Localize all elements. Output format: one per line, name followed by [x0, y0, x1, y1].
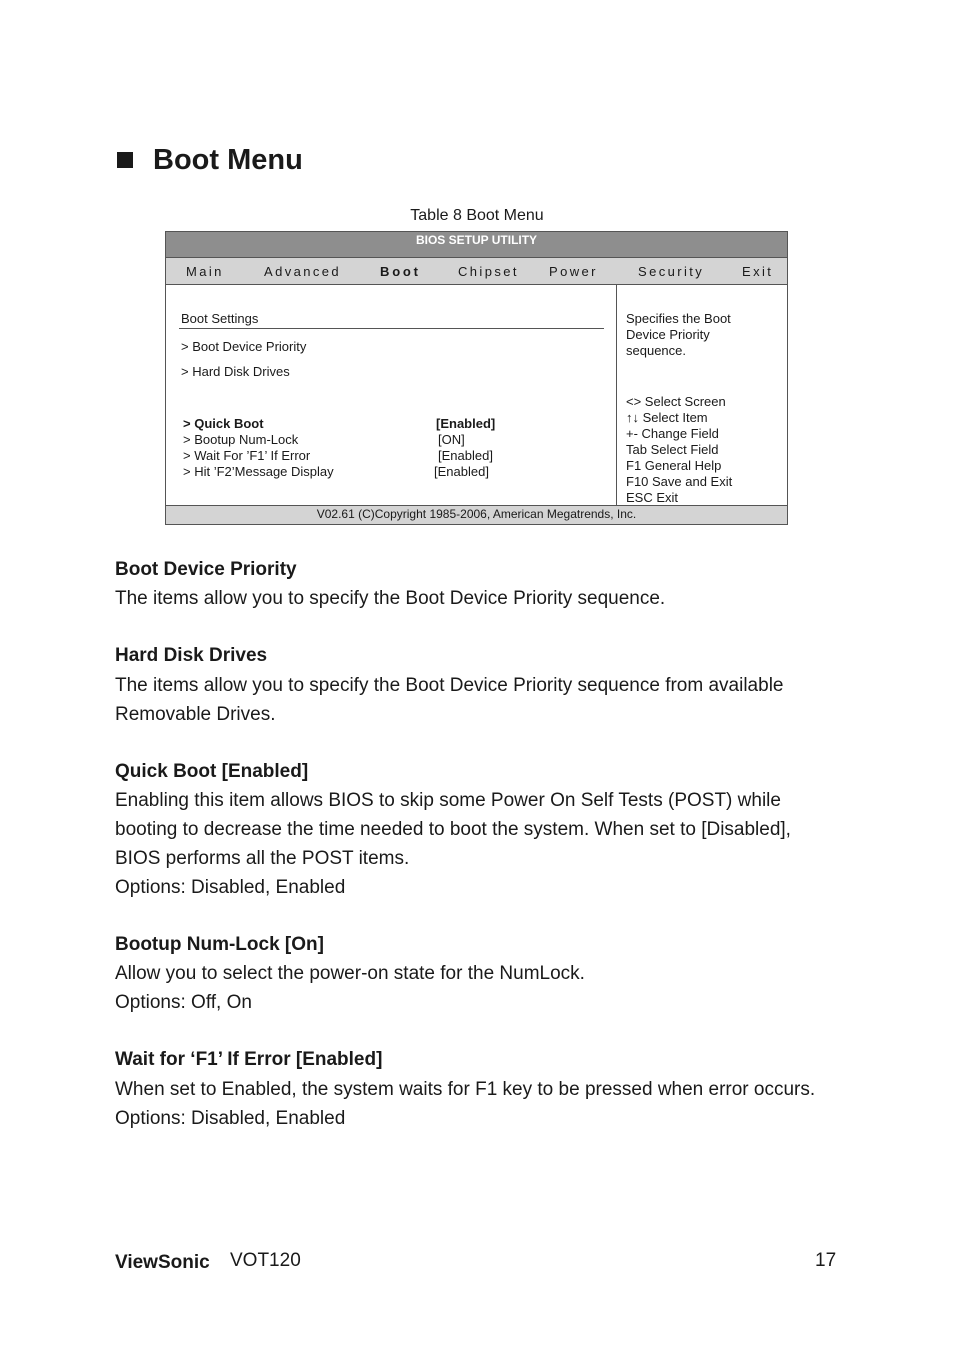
setting-value-bootup-num-lock[interactable]: [ON] [438, 432, 465, 447]
setting-label-wait-f1[interactable]: > Wait For ’F1’ If Error [183, 448, 311, 463]
section-text: Options: Off, On [115, 992, 252, 1013]
page-title: Boot Menu [153, 143, 303, 176]
help-line: Specifies the Boot [626, 311, 731, 326]
section-heading: Quick Boot [Enabled] [115, 761, 309, 782]
bios-setup-screen [165, 231, 788, 525]
boot-settings-title: Boot Settings [181, 311, 259, 326]
key-hint: Tab Select Field [626, 442, 719, 457]
bios-copyright-bar: V02.61 (C)Copyright 1985-2006, American Megatrends, Inc. [166, 505, 787, 524]
setting-label-bootup-num-lock[interactable]: > Bootup Num-Lock [183, 432, 299, 447]
bios-title-bar: BIOS SETUP UTILITY [166, 232, 787, 258]
setting-value-quick-boot[interactable]: [Enabled] [436, 416, 496, 431]
key-hint: ESC Exit [626, 490, 679, 505]
key-hint: +- Change Field [626, 426, 719, 441]
menu-tab-boot[interactable]: Boot [380, 264, 421, 279]
section-text: Allow you to select the power-on state for the NumLock. [115, 963, 585, 984]
section-text: Options: Disabled, Enabled [115, 1108, 346, 1129]
section-heading: Bootup Num-Lock [On] [115, 934, 324, 955]
section-text: When set to Enabled, the system waits for F1 key to be pressed when error occurs. [115, 1079, 816, 1100]
menu-tab-main[interactable]: Main [186, 264, 224, 279]
help-line: sequence. [626, 343, 686, 358]
setting-value-hit-f2[interactable]: [Enabled] [434, 464, 489, 479]
section-text: Enabling this item allows BIOS to skip some Power On Self Tests (POST) while [115, 790, 781, 811]
setting-label-hit-f2[interactable]: > Hit ’F2’Message Display [183, 464, 334, 479]
help-line: Device Priority [626, 327, 710, 342]
submenu-hard-disk-drives[interactable]: > Hard Disk Drives [181, 364, 290, 379]
section-heading: Hard Disk Drives [115, 645, 268, 666]
menu-tab-security[interactable]: Security [638, 264, 705, 279]
section-text: Options: Disabled, Enabled [115, 877, 346, 898]
page-heading [117, 140, 303, 180]
section-text: booting to decrease the time needed to boot the system. When set to [Disabled], [115, 819, 791, 840]
section-heading: Boot Device Priority [115, 559, 297, 580]
section-text: The items allow you to specify the Boot Device Priority sequence from available [115, 675, 784, 696]
footer-page-number: 17 [815, 1250, 837, 1271]
section-heading: Wait for ‘F1’ If Error [Enabled] [115, 1049, 383, 1070]
key-hint: <> Select Screen [626, 394, 726, 409]
panel-divider [616, 285, 617, 507]
footer-model: VOT120 [230, 1250, 301, 1271]
setting-label-quick-boot[interactable]: > Quick Boot [183, 416, 264, 431]
menu-tab-advanced[interactable]: Advanced [264, 264, 342, 279]
menu-tab-power[interactable]: Power [549, 264, 598, 279]
section-underline [179, 328, 604, 329]
key-hint: F10 Save and Exit [626, 474, 733, 489]
section-text: Removable Drives. [115, 704, 276, 725]
key-hint: ↑↓ Select Item [626, 410, 708, 425]
square-bullet-icon [117, 152, 133, 168]
key-hint: F1 General Help [626, 458, 722, 473]
section-text: The items allow you to specify the Boot Device Priority sequence. [115, 588, 666, 609]
menu-tab-chipset[interactable]: Chipset [458, 264, 519, 279]
setting-value-wait-f1[interactable]: [Enabled] [438, 448, 493, 463]
menu-tab-exit[interactable]: Exit [742, 264, 774, 279]
section-text: BIOS performs all the POST items. [115, 848, 410, 869]
submenu-boot-device-priority[interactable]: > Boot Device Priority [181, 339, 307, 354]
bios-menu-bar [166, 258, 787, 285]
footer-brand: ViewSonic [115, 1252, 210, 1273]
table-caption: Table 8 Boot Menu [410, 207, 544, 224]
